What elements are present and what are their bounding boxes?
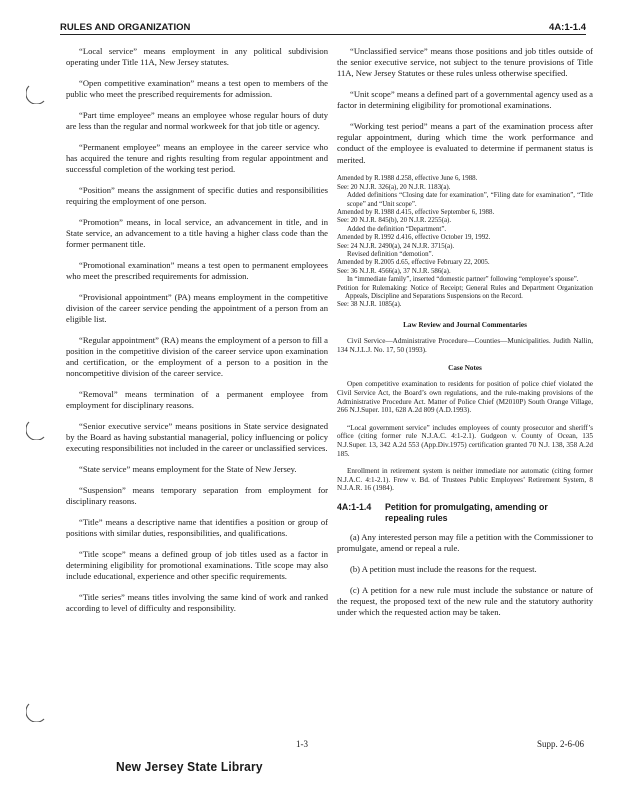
definition-paragraph: “Title” means a descriptive name that identifies a position or group of positions with similar duties, responsibilities, and qualifications. xyxy=(66,516,328,538)
history-line: See: 20 N.J.R. 326(a), 20 N.J.R. 1183(a). xyxy=(337,183,451,191)
definition-paragraph: “Title series” means titles involving the same kind of work and ranked according to level of difficulty and responsibility. xyxy=(66,591,328,614)
definition-paragraph: “Local service” means employment in any political subdivision operating under Title 11A, New Jersey statutes. xyxy=(66,46,328,68)
history-line: See: 24 N.J.R. 2490(a), 24 N.J.R. 3715(a). xyxy=(337,242,455,250)
definition-paragraph: “Unclassified service” means those positions and job titles outside of the senior executive service, not subject to the tenure provisions of Title 11A, New Jersey Statutes or these rules unless otherwise specified. xyxy=(337,46,593,79)
history-line: See: 20 N.J.R. 845(b), 20 N.J.R. 2255(a). xyxy=(337,217,452,225)
history-line: In “immediate family”, inserted “domestic partner” following “employee’s spouse”. xyxy=(347,276,579,284)
definition-paragraph: “Provisional appointment” (PA) means employment in the competitive division of the career service pending the appointment of a person from an eligible list. xyxy=(66,291,328,325)
history-line: See: 38 N.J.R. 1085(a). xyxy=(337,301,402,309)
definition-paragraph: “Suspension” means temporary separation from employment for disciplinary reasons. xyxy=(66,484,328,507)
history-line: Amended by R.1988 d.258, effective June 6, 1988. xyxy=(337,175,478,183)
page-number: 1-3 xyxy=(296,739,308,749)
section-paragraph: (c) A petition for a new rule must include the substance or nature of the request, the proposed text of the new rule and the statutory authority under which the requested action may be taken. xyxy=(337,584,593,617)
punch-hole-icon xyxy=(26,82,48,104)
definition-paragraph: “Senior executive service” means positions in State service designated by the Board as having substantial managerial, policy influencing or policy executing responsibilities not included in the career or unclassified services. xyxy=(66,421,328,454)
section-title-line1: Petition for promulgating, amending or xyxy=(385,501,548,512)
history-line: Amended by R.1988 d.415, effective September 6, 1988. xyxy=(337,208,495,216)
history-line: Petition for Rulemaking: Notice of Receipt; General Rules and Department Organization Appeals, Discipline and Separations Suspensions on the Record. xyxy=(337,284,593,301)
definition-paragraph: “Promotional examination” means a test open to permanent employees who meet the prescribed requirements for admission. xyxy=(66,259,328,282)
history-line: Amended by R.1992 d.416, effective October 19, 1992. xyxy=(337,234,491,242)
definition-paragraph: “Unit scope” means a defined part of a governmental agency used as a factor in determining eligibility for promotional examinations. xyxy=(337,89,593,111)
punch-hole-icon xyxy=(26,700,48,722)
definition-paragraph: “Regular appointment” (RA) means the employment of a person to fill a position in the competitive division of the career service upon examination and certification, or the employment of a person to a position in the noncompetitive division of the career service. xyxy=(66,334,328,379)
section-paragraph: (a) Any interested person may file a petition with the Commissioner to promulgate, amend or repeal a rule. xyxy=(337,531,593,554)
history-line: Amended by R.2005 d.65, effective February 22, 2005. xyxy=(337,259,490,267)
history-line: Revised definition “demotion”. xyxy=(347,250,434,258)
case-note: Open competitive examination to residents for position of police chief violated the Civil Service Act, the Board’s own regulations, and the rule-making provisions of the Administrative Procedure Act. Matter of Police Chief (M2010P) South Orange Village, 266 N.J.Super. 101, 628 A.2d 809 (A.D.1993). xyxy=(337,380,593,415)
amendment-history xyxy=(337,175,593,310)
definition-paragraph: “Promotion” means, in local service, an advancement in title, and in State service, an advancement to a title having a higher class code than the former permanent title. xyxy=(66,216,328,250)
section-heading xyxy=(337,502,593,524)
definition-paragraph: “Working test period” means a part of the examination process after regular appointment, during which time the work performance and conduct of the employee is evaluated to determine if permanent status is merited. xyxy=(337,121,593,165)
history-line: See: 36 N.J.R. 4566(a), 37 N.J.R. 586(a). xyxy=(337,267,451,275)
library-stamp: New Jersey State Library xyxy=(116,759,263,774)
section-number: 4A:1-1.4 xyxy=(337,501,372,512)
case-note: Enrollment in retirement system is neither immediate nor automatic (citing former N.J.A.C. 4:1-2.1). Frew v. Bd. of Trustees Public Employees’ Retirement System, 8 N.J.A.R. 16 (1984). xyxy=(337,467,593,493)
header-title: RULES AND ORGANIZATION xyxy=(60,22,191,33)
definition-paragraph: “Part time employee” means an employee whose regular hours of duty are less than the regular and normal workweek for that job title or agency. xyxy=(66,109,328,132)
law-review-heading: Law Review and Journal Commentaries xyxy=(403,320,527,329)
supplement-date: Supp. 2-6-06 xyxy=(537,739,584,749)
header-section-number: 4A:1-1.4 xyxy=(549,22,586,33)
section-paragraph: (b) A petition must include the reasons for the request. xyxy=(350,563,537,574)
definition-paragraph: “Removal” means termination of a permanent employee from employment for disciplinary reasons. xyxy=(66,389,328,411)
punch-hole-icon xyxy=(26,418,48,440)
history-line: Added the definition “Department”. xyxy=(347,225,447,233)
definition-paragraph: “Permanent employee” means an employee in the career service who has acquired the tenure and rights resulting from regular appointment and successful completion of the working test period. xyxy=(66,141,328,175)
section-title-line2: repealing rules xyxy=(385,512,448,523)
right-column xyxy=(337,46,593,628)
definition-paragraph: “Position” means the assignment of specific duties and responsibilities requiring the employment of one person. xyxy=(66,184,328,207)
law-review-note: Civil Service—Administrative Procedure—Counties—Municipalities. Judith Nallin, 134 N.J.L.J. No. 17, 50 (1993). xyxy=(337,337,593,354)
history-line: Added definitions “Closing date for examination”, “Filing date for examination”, “Title scope” and “Unit scope”. xyxy=(347,192,593,208)
left-column xyxy=(66,46,328,624)
definition-paragraph: “Title scope” means a defined group of job titles used as a factor in determining eligibility for promotional examinations. Title scope may also include educational, experience and other specific requirements. xyxy=(66,548,328,582)
definition-paragraph: “Open competitive examination” means a test open to members of the public who meet the prescribed requirements for admission. xyxy=(66,77,328,100)
running-header xyxy=(60,20,586,35)
case-note: “Local government service” includes employees of county prosecutor and sheriff’s office (citing former rule N.J.A.C. 4:1-2.1). Gudgeon v. County of Ocean, 135 N.J.Super. 13, 342 A.2d 553 (App.Div.1975) certification granted 70 N.J. 138, 358 A.2d 185. xyxy=(337,423,593,458)
definition-paragraph: “State service” means employment for the State of New Jersey. xyxy=(79,464,297,475)
case-notes-heading: Case Notes xyxy=(448,364,482,373)
